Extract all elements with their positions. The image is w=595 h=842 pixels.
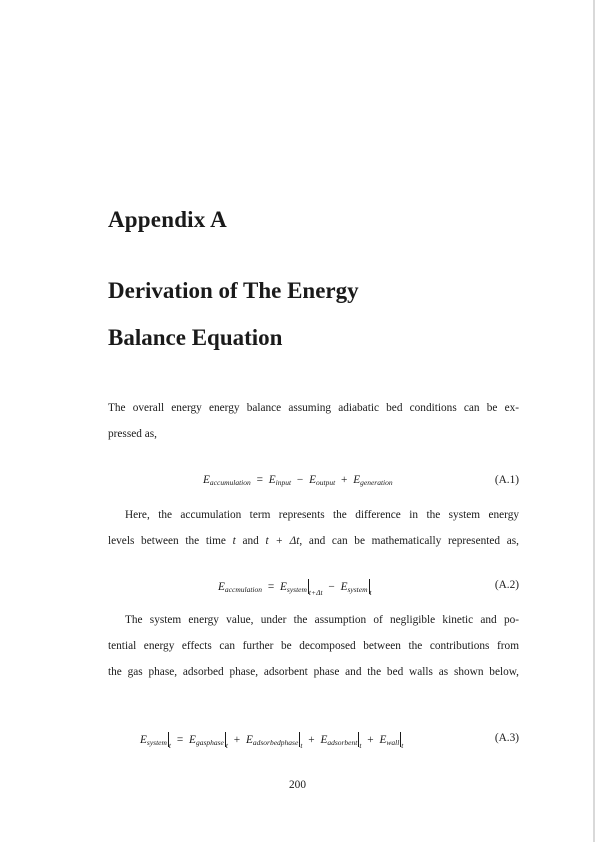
- paragraph-2-line-1: Here, the accumulation term represents the difference in the system energy: [125, 509, 519, 521]
- equation-a1-body: $E_{accumulation} = E_{input} - E_{output} + E_{generation}$: [203, 474, 393, 487]
- appendix-label: Appendix A: [108, 207, 227, 232]
- page-number: 200: [289, 779, 306, 791]
- equation-a2: [108, 579, 519, 599]
- equation-a2-number: (A.2): [494, 579, 519, 591]
- equation-a1: [108, 474, 519, 494]
- paragraph-1-line-2: pressed as,: [108, 428, 157, 440]
- paragraph-3-line-1: The system energy value, under the assumption of negligible kinetic and po-: [125, 614, 519, 626]
- equation-a3: [108, 732, 519, 752]
- paragraph-2-line-2: levels between the time t and t + Δt, and can be mathematically represented as,: [108, 535, 519, 547]
- equation-a3-body: $E_{system}$ $_t = E_{gasphase}$ $_t + E_{adsorbedphase}$ $_t + E_{adsorbent}$ $_t + E_{wall}$ $_t$: [140, 734, 404, 750]
- chapter-title-line-2: Balance Equation: [108, 325, 283, 350]
- paragraph-3-line-2: tential energy effects can further be decomposed between the contributions from: [108, 640, 519, 652]
- equation-a2-body: $E_{accmulation} = E_{system}$ $_{t+\Delta t} - E_{system}$ $_t$: [218, 581, 372, 597]
- chapter-title-line-1: Derivation of The Energy: [108, 278, 359, 303]
- equation-a3-number: (A.3): [494, 732, 519, 744]
- paragraph-3-line-3: the gas phase, adsorbed phase, adsorbent phase and the bed walls as shown below,: [108, 666, 519, 678]
- equation-a1-number: (A.1): [494, 474, 519, 486]
- paragraph-1-line-1: The overall energy energy balance assuming adiabatic bed conditions can be ex-: [108, 402, 519, 414]
